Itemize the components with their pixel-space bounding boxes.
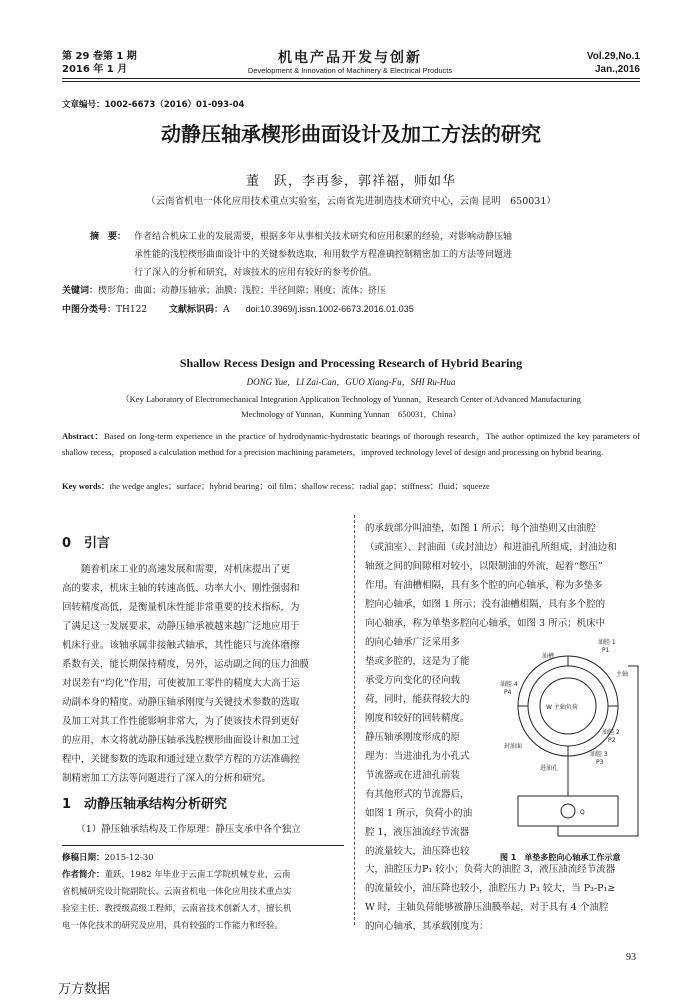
text-line: 轴颈之间的间隙相对较小，以限制油的外流，起着“憋压” [365, 561, 603, 572]
text-line: 的向心轴承广泛采用多 [365, 637, 461, 648]
text-line: 腔 1，液压油流经节流器 [365, 827, 470, 838]
text-line: 了满足这一发展要求，动静压轴承被越来越广泛地应用于 [62, 621, 300, 632]
text-line: （或油室）、封油面（或封油边）和进油孔所组成，封油边和 [365, 542, 617, 553]
keywords-cn: 楔形角；曲面；动静压轴承；油膜；浅腔；半径间隙；刚度；流体；挤压 [98, 286, 387, 296]
section-0-body [62, 560, 347, 788]
figure-1-caption: 图 1 单垫多腔向心轴承工作示意 [500, 853, 621, 862]
text-line: 静压轴承刚度形成的原 [365, 732, 461, 743]
text-line: 高的要求，机床主轴的转速高低、功率大小、刚性强弱和 [62, 583, 300, 594]
right-column-side [365, 633, 495, 861]
journal-title-cn: 机电产品开发与创新 [278, 50, 422, 66]
received-date: 2015-12-30 [104, 853, 154, 863]
received-label: 修稿日期： [62, 853, 105, 863]
section-0-heading: 0 引言 [62, 536, 111, 551]
abstract-line: 作者结合机床工业的发展需要，根据多年从事相关技术研究和应用积累的经验，对影响动静压轴 [134, 232, 513, 242]
doi: doi:10.3969/j.issn.1002-6673.2016.01.035 [245, 304, 414, 314]
text-line: 大，油腔压力P₁ 较小；负荷大的油腔 3，液压油流经节流器 [365, 864, 616, 875]
bio-line: 电一体化技术的研究及应用，具有较强的工作能力和经验。 [62, 921, 284, 931]
text-line: 的承载部分叫油垫，如图 1 所示；每个油垫则又由油腔 [365, 523, 596, 534]
keywords-label: 关键词： [62, 286, 99, 296]
bio-line: 验室主任、教授级高级工程师，云南省技术创新人才，擅长机 [62, 904, 292, 914]
label-oil-cavity3: 油腔 3 [590, 751, 608, 758]
text-line: 回转精度高低，是衡量机床性能非常重要的技术指标，为 [62, 602, 300, 613]
text-line: 作用。有油槽相隔，具有多个腔的向心轴承，称为多垫多 [365, 580, 603, 591]
english-abstract-text: Based on long-term experience in the practice of hydrodynamic-hydrostatic bearings of thorough research，The author optimized the key parameters of shallow recess，proposed a calculation method for a precision machining parameters，improved technology level of design and processing on hybrid bearing. [62, 431, 640, 457]
english-abstract-label: Abstract： [62, 431, 104, 441]
english-keywords-text: the wedge angles；surface；hybrid bearing；oil film；shallow recess；radial gap；stiffness；fluid；squeeze [109, 481, 490, 491]
doc-code-label: 文献标识码： [169, 305, 224, 315]
bio-line: 董跃，1982 年毕业于云南工学院机械专业，云南 [104, 870, 291, 880]
restrictor-symbol [561, 804, 575, 818]
text-line: 节流器或在进油孔前装 [365, 770, 461, 781]
label-p4: P4 [504, 689, 512, 696]
journal-name [180, 50, 520, 76]
label-oil-groove: 油槽 [542, 653, 555, 660]
label-oil-cavity4: 油腔 4 [500, 681, 518, 688]
text-line: 腔向心轴承，如图 1 所示；没有油槽相隔，具有多个腔的 [365, 599, 606, 610]
abstract-label: 摘 要： [90, 232, 127, 242]
footnote [62, 850, 347, 935]
label-oil-cavity2: 油腔 2 [602, 729, 620, 736]
text-line: 随着机床工业的高速发展和需要，对机床提出了更 [62, 564, 291, 575]
label-q: Q [580, 809, 585, 816]
text-line: 有其他形式的节流器后， [365, 789, 470, 800]
text-line: 荷，同时，能获得较大的 [365, 694, 470, 705]
figure-1-diagram [498, 636, 648, 854]
english-affiliation [62, 392, 640, 422]
article-number: 文章编号：1002-6673（2016）01-093-04 [62, 100, 245, 110]
watermark: 万方数据 [58, 982, 111, 997]
abstract-line: 行了深入的分析和研究，对该技术的应用有较好的参考价值。 [134, 268, 378, 278]
footnote-rule [62, 845, 344, 846]
issue-info [62, 50, 137, 76]
section-1-heading: 1 动静压轴承结构分析研究 [62, 797, 228, 812]
abstract-cn [62, 228, 610, 319]
right-column-top [365, 519, 640, 633]
bio-line: 省机械研究设计院副院长、云南省机电一体化应用技术重点实 [62, 887, 292, 897]
text-line: 及加工对其工作性能影响非常大，为了使该技术得到更好 [62, 716, 300, 727]
label-p1: P1 [602, 647, 610, 654]
text-line: 的向心轴承，其承载刚度为： [365, 921, 489, 932]
text-line: 的应用，本文将就动静压轴承浅腔楔形曲面设计和加工过 [62, 735, 300, 746]
paper-title: 动静压轴承楔形曲面设计及加工方法的研究 [161, 122, 541, 146]
label-spindle: 主轴 [616, 671, 629, 678]
english-abstract [62, 428, 640, 460]
text-line: 的流量较大，油压降也较 [365, 846, 470, 857]
right-column-bottom [365, 860, 640, 936]
doc-code: A [223, 305, 230, 315]
clc-label: 中图分类号： [62, 305, 117, 315]
label-load: W 主轴负荷 [546, 704, 578, 711]
text-line: 对误差有“均化”作用，可使被加工零件的精度大大高于运 [62, 678, 300, 689]
journal-title-en: Development & Innovation of Machinery & Electrical Products [247, 66, 453, 75]
text-line: 的流量较小，油压降也较小，油腔压力 P₃ 较大，当 P₃-P₁≥ [365, 883, 616, 894]
label-inlet: 进油孔 [540, 765, 559, 772]
text-line: 机床行业。该轴承属非接触式轴承，其性能只与流体磨擦 [62, 640, 300, 651]
issue-volume: 第 29 卷第 1 期 [62, 51, 137, 62]
abstract-line: 承性能的浅腔楔形曲面设计中的关键参数选取，和用数学方程准确控制精密加工的方法等问题进 [134, 250, 513, 260]
bio-label: 作者简介： [62, 870, 105, 880]
label-oil-cavity1: 油腔 1 [598, 639, 616, 646]
section-1-line: （1）静压轴承结构及工作原理：静压支承中各个独立 [62, 824, 301, 835]
affiliation: （云南省机电一体化应用技术重点实验室，云南省先进制造技术研究中心，云南 昆明 650031） [146, 196, 556, 207]
text-line: 程中，关键参数的选取和通过建立数学方程的方法准确控 [62, 754, 300, 765]
english-title: Shallow Recess Design and Processing Research of Hybrid Bearing [179, 356, 523, 370]
english-keywords [62, 478, 640, 494]
label-p2: P2 [608, 737, 616, 744]
text-line: 承受方向变化的径向载 [365, 675, 461, 686]
header-rule-top [62, 78, 640, 79]
clc-code: TH122 [116, 305, 148, 315]
text-line: W 时，主轴负荷能够被静压油膜举起，对于具有 4 个油腔 [365, 902, 609, 913]
english-authors: DONG Yue，LI Zai-Can，GUO Xiang-Fu，SHI Ru-Hua [246, 377, 456, 387]
page-number: 93 [626, 952, 636, 963]
header-rule-bottom [62, 81, 640, 82]
text-line: 如图 1 所示，负荷小的油 [365, 808, 473, 819]
authors: 董 跃，李再参，郭祥福，师如华 [245, 174, 456, 189]
text-line: 向心轴承，称为单垫多腔向心轴承，如图 3 所示；机床中 [365, 618, 606, 629]
english-affil-line1: （Key Laboratory of Electromechanical Integration Application Technology of Yunnan，Research Center of Advanced Manufacturing [121, 394, 581, 404]
column-divider [354, 515, 355, 925]
text-line: 制精密加工方法等问题进行了深入的分析和研究。 [62, 773, 272, 784]
date-en: Jan.,2016 [594, 64, 640, 75]
english-affil-line2: Mechnology of Yunnan，Kunming Yunnan 650031，China） [241, 409, 461, 419]
english-keywords-label: Key words： [62, 481, 110, 491]
text-line: 系数有关，能长期保持精度，另外，运动副之间的压力油膜 [62, 659, 310, 670]
text-line: 刚度和较好的回转精度。 [365, 713, 470, 724]
label-p3: P3 [596, 759, 604, 766]
issue-info-en [587, 50, 640, 76]
volume-en: Vol.29,No.1 [586, 51, 640, 62]
text-line: 垫或多腔的，这是为了能 [365, 656, 470, 667]
text-line: 动副本身的精度。动静压轴承刚度与关键技术参数的选取 [62, 697, 300, 708]
label-seal-surface: 封油面 [504, 743, 523, 750]
issue-date: 2016 年 1 月 [62, 64, 128, 75]
supply-lines [518, 756, 618, 826]
text-line: 理为：当进油孔为小孔式 [365, 751, 470, 762]
